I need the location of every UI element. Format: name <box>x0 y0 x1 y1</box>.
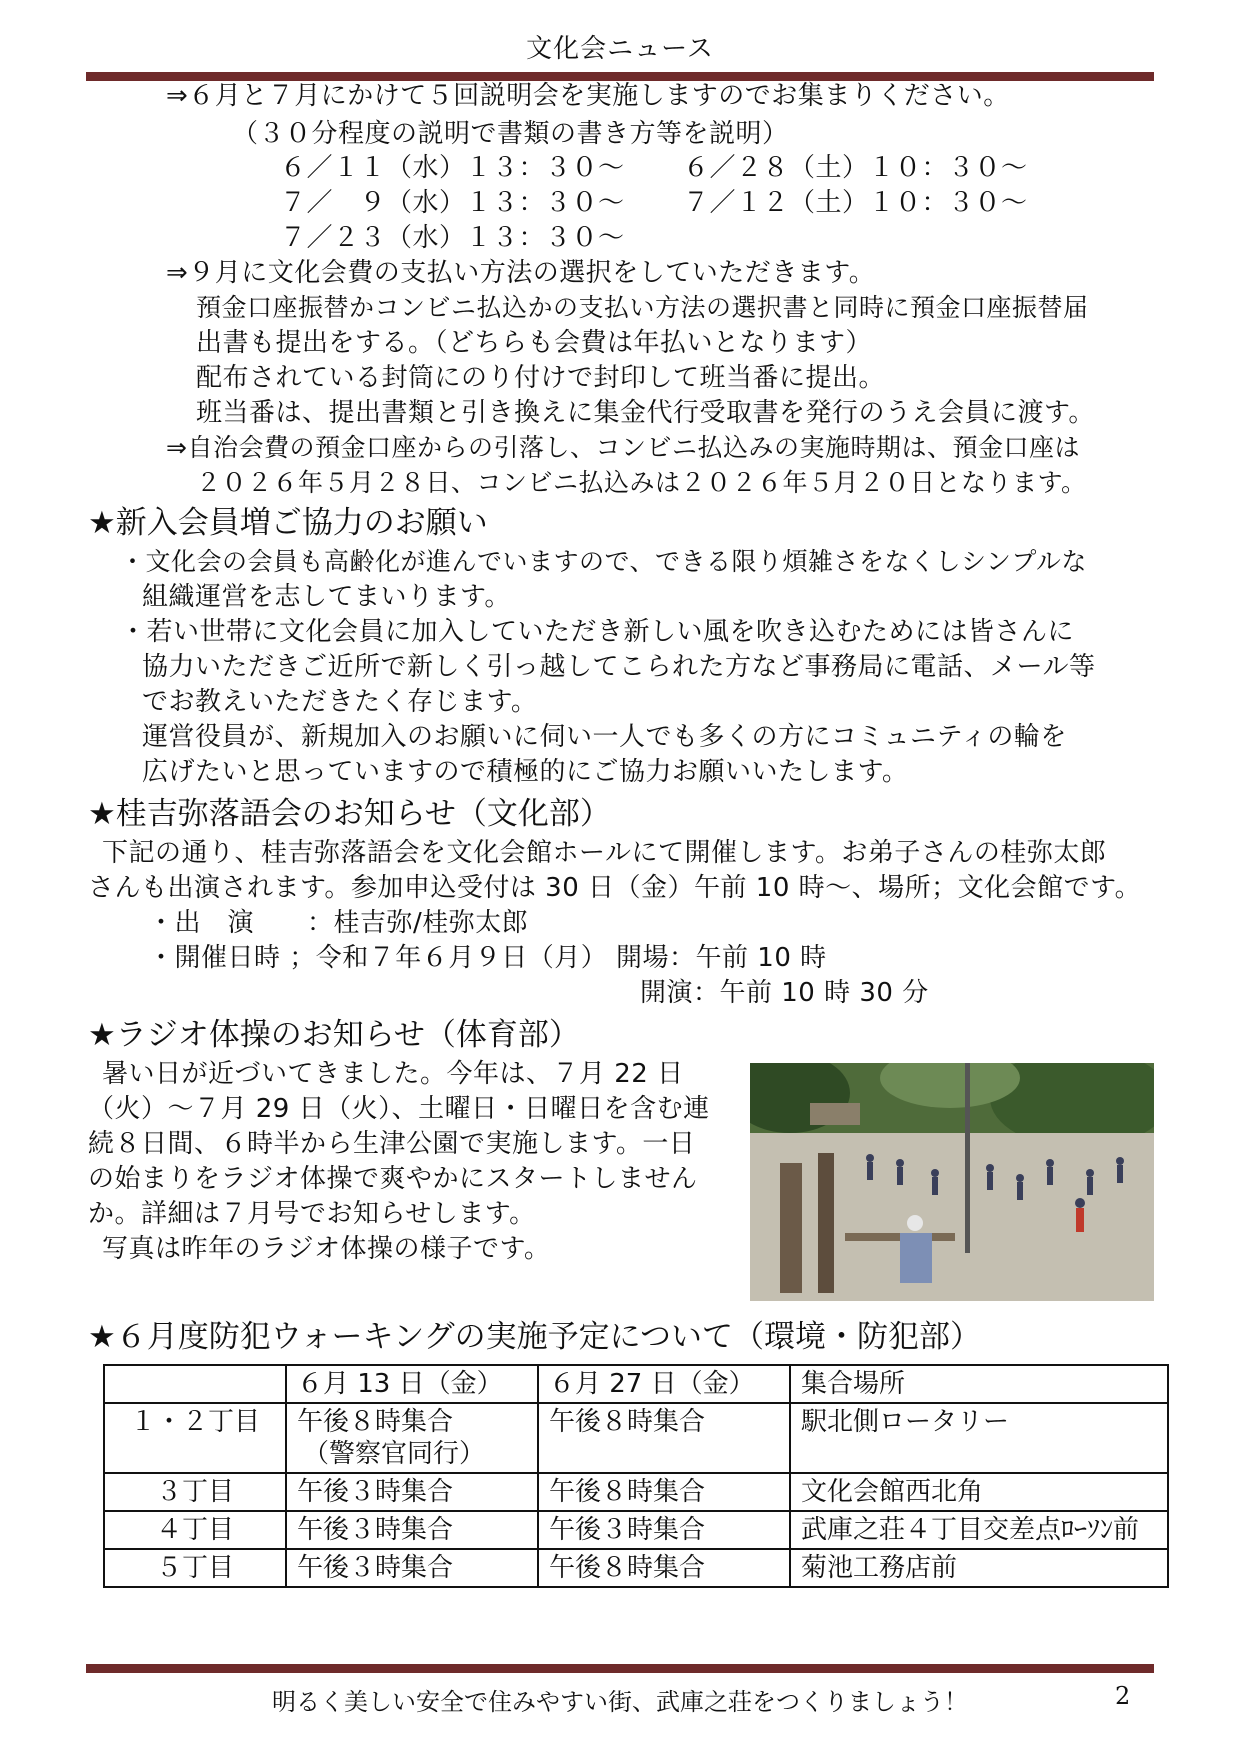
intro-line: 配布されている封筒にのり付けで封印して班当番に提出。 <box>196 363 886 393</box>
radio-line: 暑い日が近づいてきました。今年は、７月 22 日 <box>102 1059 684 1089</box>
page-number: 2 <box>1115 1682 1131 1710</box>
date2-cell: 午後８時集合 <box>538 1473 790 1511</box>
intro-line: ⇒自治会費の預金口座からの引落し、コンビニ払込みの実施時期は、預金口座は <box>166 433 1080 462</box>
section-heading-rakugo: ★桂吉弥落語会のお知らせ（文化部） <box>88 796 611 832</box>
date1-time: 午後８時集合 <box>297 1407 454 1437</box>
intro-line: 出書も提出をする。（どちらも会費は年払いとなります） <box>196 328 873 358</box>
intro-line: ⇒６月と７月にかけて５回説明会を実施しますのでお集まりください。 <box>166 81 1010 111</box>
date1-note: （警察官同行） <box>303 1439 486 1469</box>
date1-cell <box>286 1403 538 1473</box>
members-line: 協力いただきご近所で新しく引っ越してこられた方など事務局に電話、メール等 <box>142 652 1096 682</box>
members-line: 広げたいと思っていますので積極的にご協力お願いいたします。 <box>142 757 909 787</box>
walking-schedule-table <box>103 1364 1169 1588</box>
section-heading-radio-taiso: ★ラジオ体操のお知らせ（体育部） <box>88 1017 580 1053</box>
radio-taiso-photo <box>750 1063 1154 1301</box>
table-header-cell: ６月 13 日（金） <box>286 1365 538 1403</box>
date1-cell: 午後３時集合 <box>286 1511 538 1549</box>
newsletter-title: 文化会ニュース <box>526 34 714 64</box>
place-cell: 文化会館西北角 <box>790 1473 1168 1511</box>
footer-slogan: 明るく美しい安全で住みやすい街、武庫之荘をつくりましょう！ <box>272 1688 968 1716</box>
session-date: ７／１２（土）１０：３０～ <box>683 188 1028 218</box>
intro-line: 班当番は、提出書類と引き換えに集金代行受取書を発行のうえ会員に渡す。 <box>196 398 1095 428</box>
table-header-cell <box>104 1365 286 1403</box>
table-header-row <box>104 1365 1168 1403</box>
table-row <box>104 1403 1168 1473</box>
area-cell: ３丁目 <box>104 1473 286 1511</box>
table-row <box>104 1511 1168 1549</box>
date1-cell: 午後３時集合 <box>286 1549 538 1587</box>
rakugo-date: ・開催日時 ；令和７年６月９日（月） 開場：午前 10 時 <box>148 943 827 973</box>
members-line: ・若い世帯に文化会員に加入していただき新しい風を吹き込むためには皆さんに <box>120 617 1075 647</box>
members-line: 運営役員が、新規加入のお願いに伺い一人でも多くの方にコミュニティの輪を <box>142 722 1067 752</box>
rakugo-line: さんも出演されます。参加申込受付は 30 日（金）午前 10 時～、場所；文化会館です。 <box>88 873 1142 903</box>
session-date: ７／ ９（水）１３：３０～ <box>280 188 625 218</box>
place-cell: 菊池工務店前 <box>790 1549 1168 1587</box>
table-row <box>104 1549 1168 1587</box>
rakugo-performers: ・出 演 ：桂吉弥/桂弥太郎 <box>148 908 529 938</box>
session-date: ６／１１（水）１３：３０～ <box>280 153 625 183</box>
intro-line: ⇒９月に文化会費の支払い方法の選択をしていただきます。 <box>166 258 876 288</box>
intro-line: 預金口座振替かコンビニ払込かの支払い方法の選択書と同時に預金口座振替届 <box>196 293 1089 322</box>
members-line: 組織運営を志してまいります。 <box>142 582 511 612</box>
session-date: ７／２３（水）１３：３０～ <box>280 223 625 253</box>
date2-cell: 午後８時集合 <box>538 1403 790 1473</box>
radio-line: 続８日間、６時半から生津公園で実施します。一日 <box>88 1129 696 1159</box>
date2-cell: 午後８時集合 <box>538 1549 790 1587</box>
members-line: ・文化会の会員も高齢化が進んでいますので、できる限り煩雑さをなくしシンプルな <box>120 547 1087 576</box>
intro-line: （３０分程度の説明で書類の書き方等を説明） <box>232 119 789 149</box>
place-cell: 武庫之荘４丁目交差点ﾛｰｿﾝ前 <box>790 1511 1168 1549</box>
session-date: ６／２８（土）１０：３０～ <box>683 153 1028 183</box>
radio-line: 写真は昨年のラジオ体操の様子です。 <box>102 1234 551 1264</box>
table-header-cell: ６月 27 日（金） <box>538 1365 790 1403</box>
radio-line: か。詳細は７月号でお知らせします。 <box>88 1199 536 1229</box>
members-line: でお教えいただきたく存じます。 <box>142 687 538 717</box>
area-cell: １・２丁目 <box>104 1403 286 1473</box>
intro-line: ２０２６年５月２８日、コンビニ払込みは２０２６年５月２０日となります。 <box>196 468 1087 497</box>
table-header-cell: 集合場所 <box>790 1365 1168 1403</box>
footer-rule <box>86 1664 1154 1673</box>
radio-line: （火）～７月 29 日（火）、土曜日・日曜日を含む連 <box>88 1094 710 1124</box>
rakugo-start-time: 開演：午前 10 時 30 分 <box>640 978 929 1008</box>
area-cell: ４丁目 <box>104 1511 286 1549</box>
date2-cell: 午後３時集合 <box>538 1511 790 1549</box>
radio-line: の始まりをラジオ体操で爽やかにスタートしません <box>88 1164 698 1194</box>
table-row <box>104 1473 1168 1511</box>
section-heading-new-members: ★新入会員増ご協力のお願い <box>88 505 488 541</box>
date1-cell: 午後３時集合 <box>286 1473 538 1511</box>
place-cell: 駅北側ロータリー <box>790 1403 1168 1473</box>
section-heading-crime-prevention: ★６月度防犯ウォーキングの実施予定について（環境・防犯部） <box>88 1319 981 1355</box>
rakugo-line: 下記の通り、桂吉弥落語会を文化会館ホールにて開催します。お弟子さんの桂弥太郎 <box>102 838 1107 868</box>
area-cell: ５丁目 <box>104 1549 286 1587</box>
